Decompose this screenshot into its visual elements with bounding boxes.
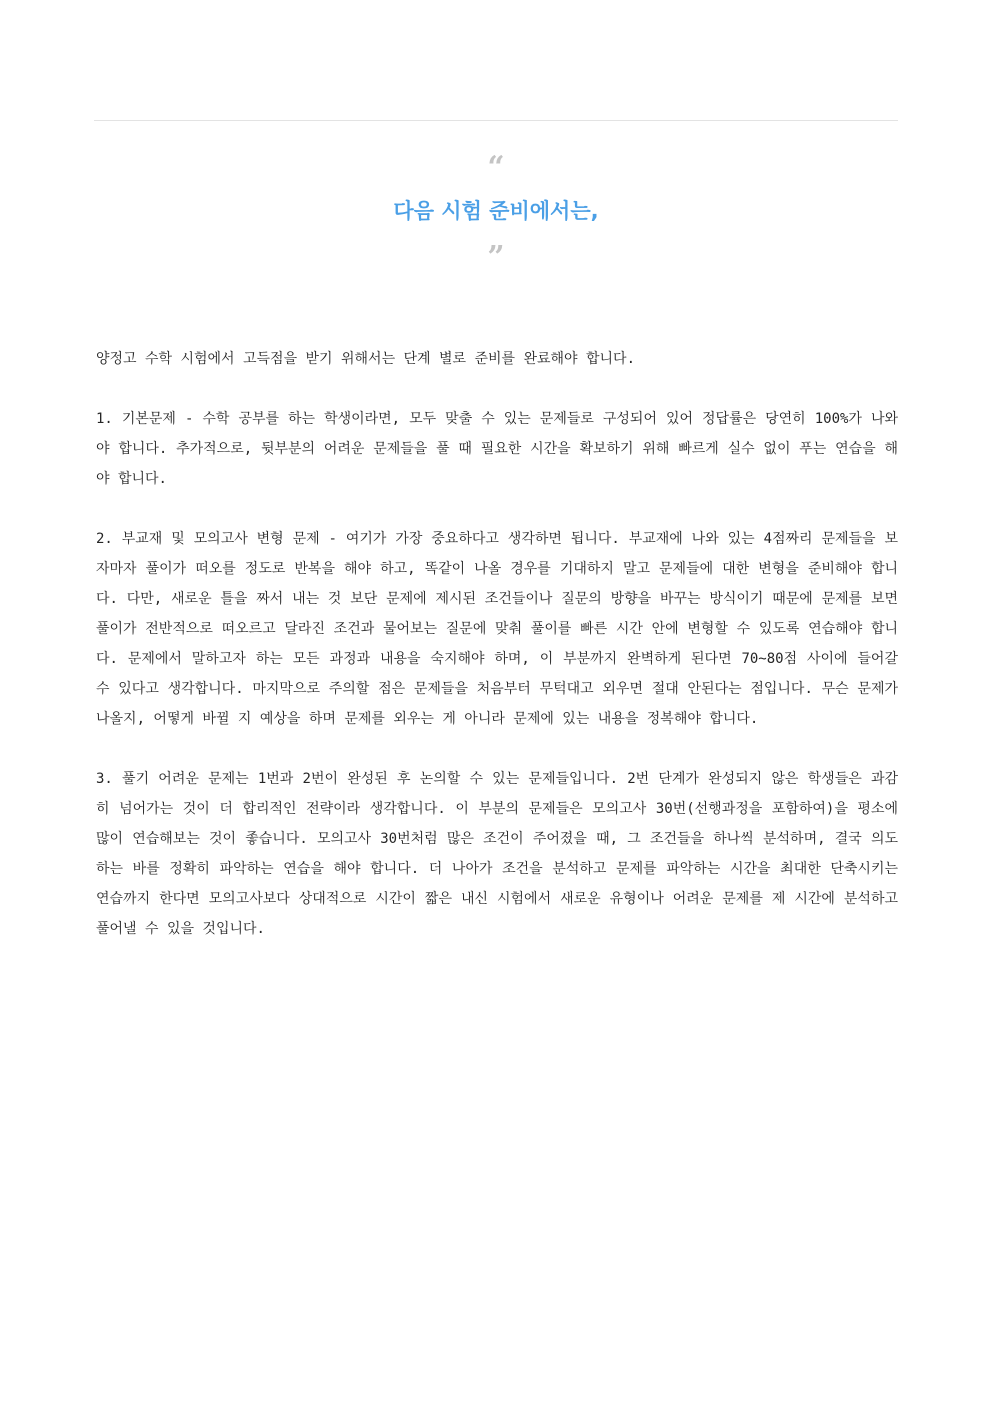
top-divider bbox=[94, 120, 898, 121]
article-body bbox=[96, 344, 898, 974]
step-3-paragraph: 3. 풀기 어려운 문제는 1번과 2번이 완성된 후 논의할 수 있는 문제들입니다. 2번 단계가 완성되지 않은 학생들은 과감히 넘어가는 것이 더 합리적인 전략이라 생각합니다. 이 부분의 문제들은 모의고사 30번(선행과정을 포함하여)을 평소에 많이 연습해보는 것이 좋습니다. 모의고사 30번처럼 많은 조건이 주어졌을 때, 그 조건들을 하나씩 분석하며, 결국 의도하는 바를 정확히 파악하는 연습을 해야 합니다. 더 나아가 조건을 분석하고 문제를 파악하는 시간을 최대한 단축시키는 연습까지 한다면 모의고사보다 상대적으로 시간이 짧은 내신 시험에서 새로운 유형이나 어려운 문제를 제 시간에 분석하고 풀어낼 수 있을 것입니다. bbox=[96, 771, 898, 937]
close-quote-icon: ” bbox=[487, 240, 505, 275]
section-heading: 다음 시험 준비에서는, bbox=[393, 199, 599, 223]
open-quote-icon: “ bbox=[487, 150, 505, 185]
intro-paragraph: 양정고 수학 시험에서 고득점을 받기 위해서는 단계 별로 준비를 완료해야 합니다. bbox=[96, 351, 636, 367]
step-2-paragraph: 2. 부교재 및 모의고사 변형 문제 - 여기가 가장 중요하다고 생각하면 됩니다. 부교재에 나와 있는 4점짜리 문제들을 보자마자 풀이가 떠오를 정도로 반복을 해야 하고, 똑같이 나올 경우를 기대하지 말고 문제들에 대한 변형을 준비해야 합니다. 다만, 새로운 틀을 짜서 내는 것 보단 문제에 제시된 조건들이나 질문의 방향을 바꾸는 방식이기 때문에 문제를 보면 풀이가 전반적으로 떠오르고 달라진 조건과 물어보는 질문에 맞춰 풀이를 빠른 시간 안에 변형할 수 있도록 연습해야 합니다. 문제에서 말하고자 하는 모든 과정과 내용을 숙지해야 하며, 이 부분까지 완벽하게 된다면 70~80점 사이에 들어갈 수 있다고 생각합니다. 마지막으로 주의할 점은 문제들을 처음부터 무턱대고 외우면 절대 안된다는 점입니다. 무슨 문제가 나올지, 어떻게 바뀔 지 예상을 하며 문제를 외우는 게 아니라 문제에 있는 내용을 정복해야 합니다. bbox=[96, 531, 898, 727]
step-1-paragraph: 1. 기본문제 - 수학 공부를 하는 학생이라면, 모두 맞출 수 있는 문제들로 구성되어 있어 정답률은 당연히 100%가 나와야 합니다. 추가적으로, 뒷부분의 어려운 문제들을 풀 때 필요한 시간을 확보하기 위해 빠르게 실수 없이 푸는 연습을 해야 합니다. bbox=[96, 411, 898, 487]
